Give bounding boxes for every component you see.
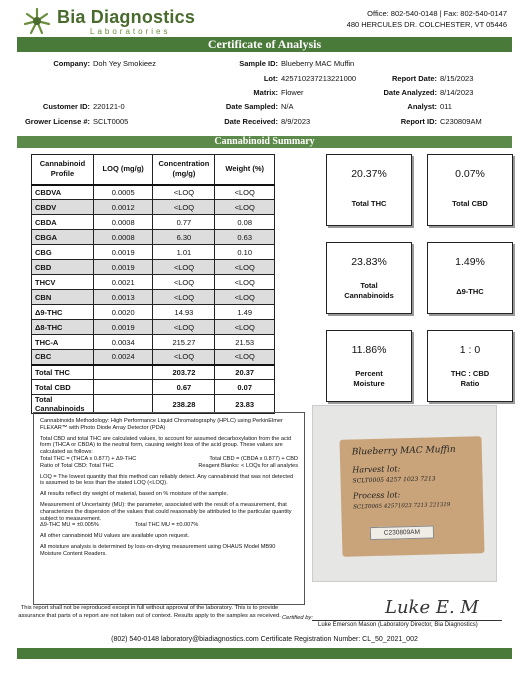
table-row <box>32 275 275 290</box>
total-cannabinoids-label-2: Cannabinoids <box>344 291 394 300</box>
ratio-label-2: Ratio <box>460 379 480 388</box>
cell-loq <box>93 395 153 414</box>
moisture-label <box>327 369 411 389</box>
table-row <box>32 230 275 245</box>
cell-loq: 0.0005 <box>93 185 153 200</box>
d9-thc-label: Δ9-THC <box>456 287 484 296</box>
grower-license-value: SCLT0005 <box>93 117 129 126</box>
header-profile: Cannabinoid Profile <box>32 155 94 185</box>
matrix-value: Flower <box>281 88 304 97</box>
total-cbd-label: Total CBD <box>452 199 488 208</box>
cell-weight: <LOQ <box>215 185 275 200</box>
table-row <box>32 305 275 320</box>
grower-license-label: Grower License #: <box>24 117 90 126</box>
table-row <box>32 350 275 365</box>
lab-name: Bia Diagnostics <box>57 7 196 27</box>
contact-line-1: Office: 802-540-0148 | Fax: 802-540-0147 <box>367 9 507 18</box>
mu-d9: Δ9-THC MU = ±0.005% <box>40 522 99 529</box>
date-received-value: 8/9/2023 <box>281 117 311 126</box>
signature: Luke E. M <box>385 597 479 618</box>
formula-row-1 <box>40 456 298 463</box>
cell-conc: 203.72 <box>153 365 215 380</box>
total-cbd-box <box>427 154 513 226</box>
cell-name: CBDVA <box>32 185 94 200</box>
mu-row <box>40 522 298 529</box>
d9-thc-value: 1.49% <box>455 256 485 268</box>
header-weight: Weight (%) <box>215 155 275 185</box>
cell-weight: 0.10 <box>215 245 275 260</box>
total-cannabinoids-label-1: Total <box>360 281 378 290</box>
ratio-label-1: THC : CBD <box>450 369 490 378</box>
methodology-notes <box>33 412 305 605</box>
date-received-label: Date Received: <box>224 117 278 126</box>
cell-weight: <LOQ <box>215 350 275 365</box>
cell-loq: 0.0024 <box>93 350 153 365</box>
cell-loq: 0.0021 <box>93 275 153 290</box>
table-row <box>32 260 275 275</box>
cell-loq: 0.0012 <box>93 200 153 215</box>
table-row <box>32 320 275 335</box>
table-row <box>32 245 275 260</box>
signer-name: Luke Emerson Mason (Laboratory Director, Bia Diagnostics) <box>318 622 478 628</box>
footer-contact: (802) 540-0148 laboratory@biadiagnostics.com Certificate Registration Number: CL_50_2021_002 <box>111 636 418 643</box>
report-id-label: Report ID: <box>400 117 437 126</box>
formula-ratio: Ratio of Total CBD: Total THC <box>40 462 114 469</box>
photo-line-3: SCLT0005 4257 1023 7213 <box>352 475 436 485</box>
total-cannabinoids-box <box>326 242 412 314</box>
photo-line-1: Blueberry MAC Muffin <box>351 444 456 458</box>
table-header-row <box>32 155 275 185</box>
cell-conc: 0.67 <box>153 380 215 395</box>
formula-row-2 <box>40 463 298 470</box>
date-sampled-value: N/A <box>281 102 294 111</box>
sample-id-label: Sample ID: <box>239 59 278 68</box>
lab-logo-icon <box>22 6 52 36</box>
cell-name: Total CBD <box>32 380 94 395</box>
sample-id-value: Blueberry MAC Muffin <box>281 59 355 68</box>
cell-loq: 0.0019 <box>93 320 153 335</box>
cell-loq: 0.0019 <box>93 260 153 275</box>
cell-conc: <LOQ <box>153 320 215 335</box>
company-label: Company: <box>53 59 90 68</box>
total-thc-box <box>326 154 412 226</box>
cell-weight: 0.08 <box>215 215 275 230</box>
sample-label-card <box>339 436 484 557</box>
ratio-label <box>428 369 512 389</box>
report-id-value: C230809AM <box>440 117 482 126</box>
methodology-p4: All results reflect dry weight of material, based on % moisture of the sample. <box>40 491 229 498</box>
bottom-bar <box>17 648 512 659</box>
report-date-label: Report Date: <box>391 74 437 83</box>
cell-loq: 0.0008 <box>93 230 153 245</box>
certificate-title: Certificate of Analysis <box>17 37 512 52</box>
customer-id-value: 220121-0 <box>93 102 125 111</box>
cell-conc: <LOQ <box>153 350 215 365</box>
lab-subtitle: Laboratories <box>90 27 171 36</box>
total-row <box>32 380 275 395</box>
cell-loq: 0.0019 <box>93 245 153 260</box>
total-row <box>32 365 275 380</box>
methodology-p5: Measurement of Uncertainty (MU): the parameter, associated with the result of a measurement, that characterizes the dispersion of the values that could reasonably be attributed to the particular quantity subject to measurement. <box>40 501 292 522</box>
cell-name: THC-A <box>32 335 94 350</box>
total-thc-value: 20.37% <box>351 168 387 180</box>
date-analyzed-value: 8/14/2023 <box>440 88 474 97</box>
cell-conc: 215.27 <box>153 335 215 350</box>
cell-conc: 14.93 <box>153 305 215 320</box>
cell-loq <box>93 380 153 395</box>
cell-weight: <LOQ <box>215 320 275 335</box>
cell-conc: 238.28 <box>153 395 215 414</box>
ratio-value: 1 : 0 <box>459 344 481 356</box>
cell-weight: <LOQ <box>215 200 275 215</box>
moisture-value: 11.86% <box>351 344 387 356</box>
cell-weight: 1.49 <box>215 305 275 320</box>
date-sampled-label: Date Sampled: <box>225 102 278 111</box>
date-analyzed-label: Date Analyzed: <box>383 88 437 97</box>
certified-by-label: Certified by: <box>282 615 313 621</box>
customer-id-label: Customer ID: <box>42 102 90 111</box>
cell-loq: 0.0034 <box>93 335 153 350</box>
analyst-label: Analyst: <box>407 102 437 111</box>
header-loq: LOQ (mg/g) <box>93 155 153 185</box>
cell-weight: 23.83 <box>215 395 275 414</box>
lab-contact <box>347 8 507 30</box>
cell-weight: <LOQ <box>215 290 275 305</box>
cell-name: CBG <box>32 245 94 260</box>
cell-name: Total THC <box>32 365 94 380</box>
total-cbd-value: 0.07% <box>455 168 485 180</box>
total-cannabinoids-value: 23.83% <box>351 256 387 268</box>
cell-loq: 0.0020 <box>93 305 153 320</box>
cell-name: CBGA <box>32 230 94 245</box>
cell-weight: 0.07 <box>215 380 275 395</box>
cell-loq <box>93 365 153 380</box>
total-cannabinoids-label <box>327 281 411 301</box>
sample-stamp: C230809AM <box>370 525 434 540</box>
methodology-p6: All other cannabinoid MU values are available upon request. <box>40 533 190 540</box>
cell-weight: 21.53 <box>215 335 275 350</box>
ratio-box <box>427 330 513 402</box>
methodology-p7: All moisture analysis is determined by loss-on-drying measurement using OHAUS Model MB90 Moisture Content Readers. <box>40 543 276 557</box>
cell-loq: 0.0013 <box>93 290 153 305</box>
d9-thc-box <box>427 242 513 314</box>
cell-conc: <LOQ <box>153 200 215 215</box>
sample-photo <box>312 405 497 582</box>
moisture-box <box>326 330 412 402</box>
photo-line-2: Harvest lot: <box>352 464 401 475</box>
cell-weight: 0.63 <box>215 230 275 245</box>
cannabinoid-table <box>31 154 275 414</box>
cell-weight: <LOQ <box>215 260 275 275</box>
lot-label: Lot: <box>263 74 278 83</box>
cell-conc: <LOQ <box>153 290 215 305</box>
total-row <box>32 395 275 414</box>
signature-line <box>312 620 502 621</box>
cannabinoid-summary-title: Cannabinoid Summary <box>17 136 512 148</box>
header-concentration: Concentration (mg/g) <box>153 155 215 185</box>
cell-name: THCV <box>32 275 94 290</box>
matrix-label: Matrix: <box>253 88 278 97</box>
cell-name: Total Cannabinoids <box>32 395 94 414</box>
photo-line-4: Process lot: <box>352 490 401 501</box>
report-date-value: 8/15/2023 <box>440 74 474 83</box>
methodology-p2: Total CBD and total THC are calculated values, to account for assumed decarboxylation from the acid form (THCA or CBDA) to the neutral form, causing weight loss of the acid group. These values are calculated as follows: <box>40 435 292 456</box>
formula-cbd: Total CBD = (CBDA x 0.877) + CBD <box>209 455 298 462</box>
mu-total: Total THC MU = ±0.007% <box>134 522 199 529</box>
formula-thc: Total THC = (THCA x 0.877) + Δ9-THC <box>40 455 137 462</box>
table-row <box>32 200 275 215</box>
cell-name: Δ9-THC <box>32 305 94 320</box>
analyst-value: 011 <box>440 102 452 111</box>
methodology-p1: Cannabinoids Methodology: High Performance Liquid Chromatography (HPLC) using PerkinElmer FLEXAR™ with Photo Diode Array Detector (PDA) <box>40 418 283 431</box>
disclaimer: This report shall not be reproduced except in full without approval of the laboratory. This is to provide assurance that parts of a report are not taken out of context. Results apply to the samples as received. <box>18 605 281 619</box>
lot-value: 425710237213221000 <box>281 74 357 83</box>
cell-loq: 0.0008 <box>93 215 153 230</box>
cell-conc: <LOQ <box>153 275 215 290</box>
cell-name: CBN <box>32 290 94 305</box>
table-row <box>32 335 275 350</box>
photo-line-5: SCLT0005 42571023 7213 221319 <box>353 502 451 511</box>
methodology-p3: LOQ = The lowest quantity that this method can reliably detect. Any cannabinoid that was not detected is assumed to be less than the stated LOQ (<LOQ). <box>40 473 294 487</box>
cell-weight: <LOQ <box>215 275 275 290</box>
moisture-label-2: Moisture <box>353 379 385 388</box>
cell-name: CBDV <box>32 200 94 215</box>
cell-conc: <LOQ <box>153 260 215 275</box>
contact-line-2: 480 HERCULES DR. COLCHESTER, VT 05446 <box>346 20 507 29</box>
moisture-label-1: Percent <box>355 369 383 378</box>
cell-conc: 1.01 <box>153 245 215 260</box>
cell-name: Δ8-THC <box>32 320 94 335</box>
cell-conc: 6.30 <box>153 230 215 245</box>
reagent-blanks: Reagent Blanks: < LOQs for all analytes <box>198 462 298 469</box>
cell-conc: 0.77 <box>153 215 215 230</box>
company-value: Doh Yey Smokieez <box>93 59 156 68</box>
cell-name: CBD <box>32 260 94 275</box>
cell-weight: 20.37 <box>215 365 275 380</box>
table-row <box>32 185 275 200</box>
cell-name: CBC <box>32 350 94 365</box>
table-row <box>32 215 275 230</box>
cell-name: CBDA <box>32 215 94 230</box>
table-row <box>32 290 275 305</box>
cell-conc: <LOQ <box>153 185 215 200</box>
total-thc-label: Total THC <box>351 199 387 208</box>
